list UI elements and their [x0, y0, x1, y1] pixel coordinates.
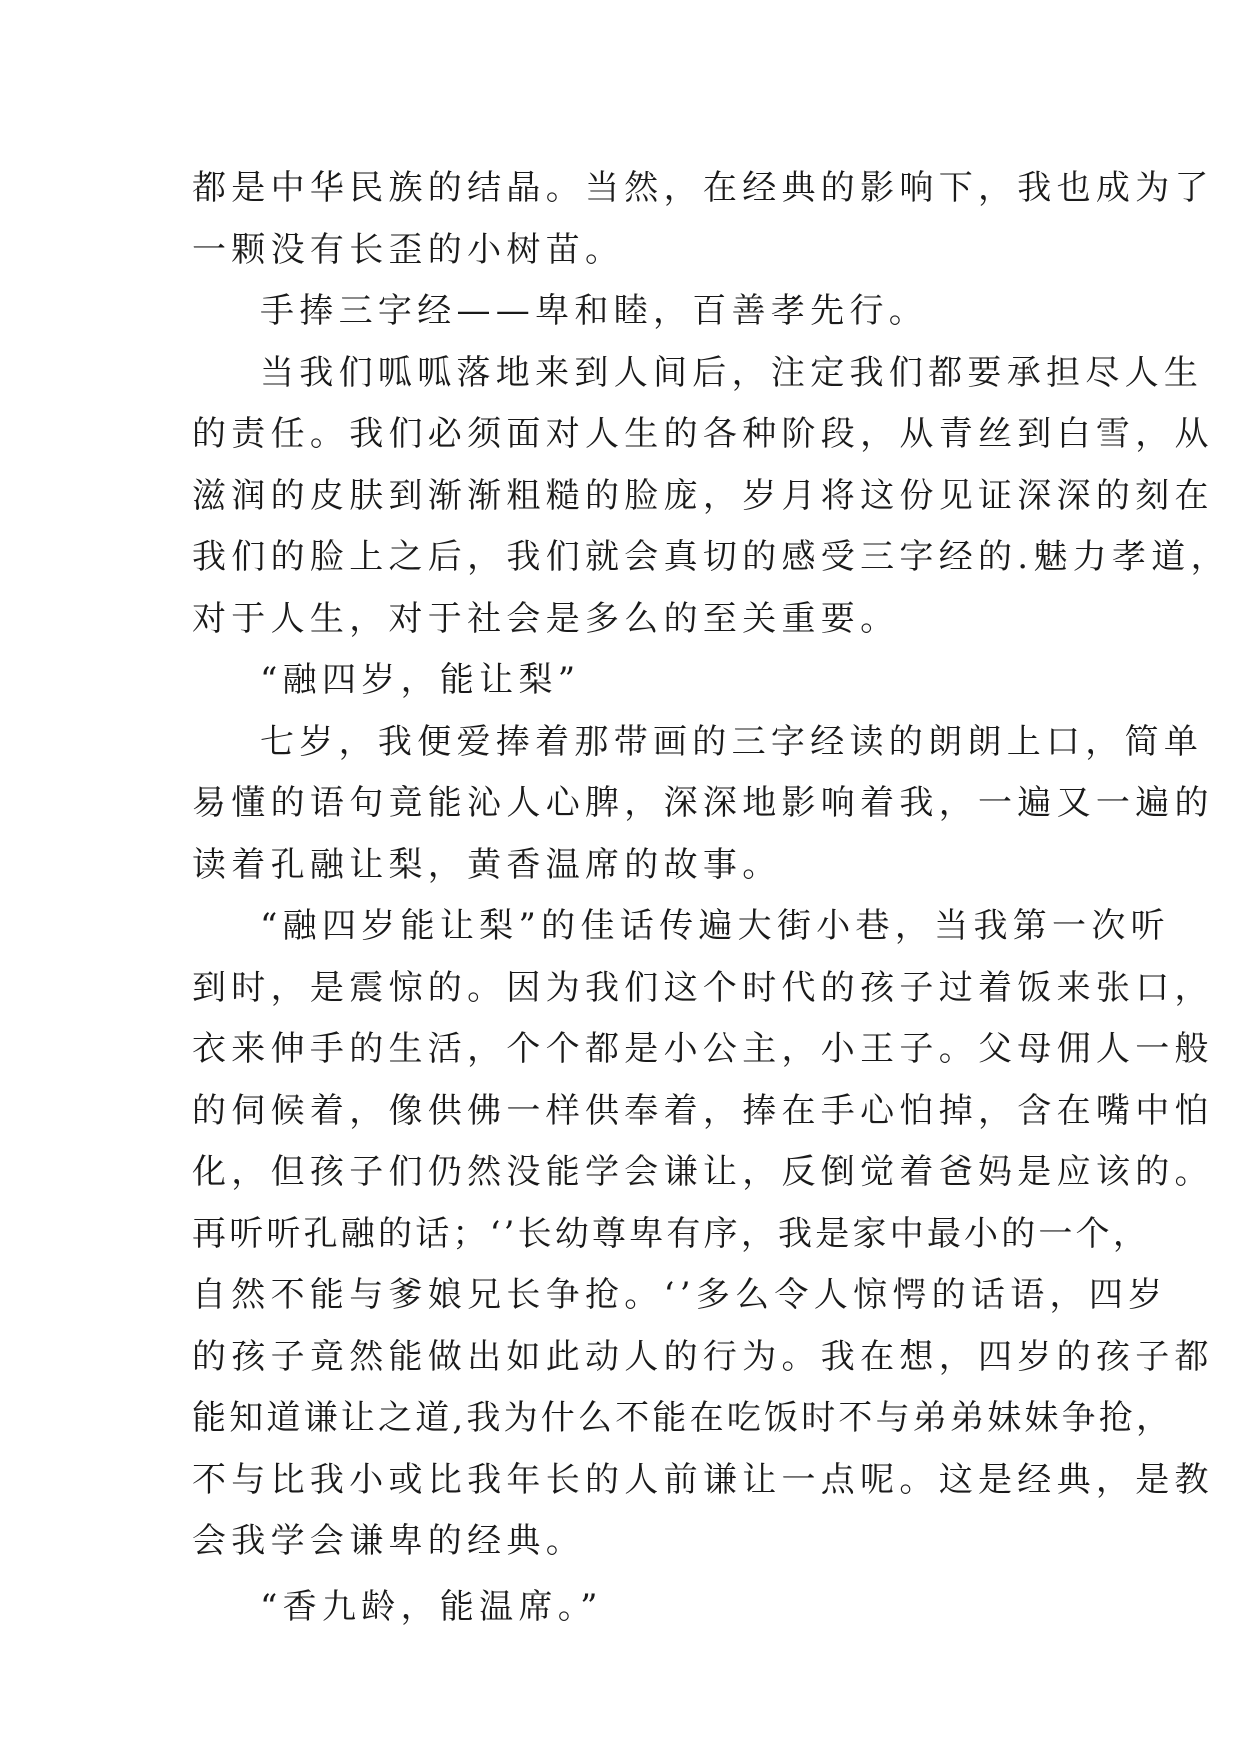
- text-line: 不与比我小或比我年长的人前谦让一点呢。这是经典，是教: [192, 1459, 1214, 1500]
- text-line: 化，但孩子们仍然没能学会谦让，反倒觉着爸妈是应该的。: [192, 1152, 1214, 1192]
- text-line: 易懂的语句竟能沁人心脾，深深地影响着我，一遍又一遍的: [192, 783, 1214, 823]
- text-line: 的责任。我们必须面对人生的各种阶段，从青丝到白雪，从: [192, 414, 1214, 454]
- section-heading: “融四岁，能让梨”: [260, 660, 581, 700]
- text-line: 能知道谦让之道,我为什么不能在吃饭时不与弟弟妹妹争抢，: [192, 1398, 1174, 1438]
- document-body: [192, 158, 1230, 1638]
- text-line: 会我学会谦卑的经典。: [192, 1521, 585, 1561]
- text-line: 自然不能与爹娘兄长争抢。‘’多么令人惊愕的话语，四岁: [192, 1275, 1168, 1315]
- text-line: 的伺候着，像供佛一样供奉着，捧在手心怕掉，含在嘴中怕: [192, 1090, 1214, 1131]
- text-line: 的孩子竟然能做出如此动人的行为。我在想，四岁的孩子都: [192, 1336, 1214, 1377]
- text-line: 衣来伸手的生活，个个都是小公主，小王子。父母佣人一般: [192, 1029, 1214, 1069]
- section-heading: “香九龄，能温席。”: [260, 1586, 603, 1627]
- text-line: 七岁，我便爱捧着那带画的三字经读的朗朗上口，简单: [260, 721, 1204, 762]
- text-line: 当我们呱呱落地来到人间后，注定我们都要承担尽人生: [260, 352, 1204, 393]
- text-line: 读着孔融让梨，黄香温席的故事。: [192, 844, 782, 885]
- text-line: 都是中华民族的结晶。当然，在经典的影响下，我也成为了: [192, 168, 1214, 208]
- section-heading: 手捧三字经——卑和睦，百善孝先行。: [260, 291, 929, 331]
- text-line: 滋润的皮肤到渐渐粗糙的脸庞，岁月将这份见证深深的刻在: [192, 475, 1214, 516]
- text-line: 到时，是震惊的。因为我们这个时代的孩子过着饭来张口，: [192, 967, 1214, 1008]
- text-line: 对于人生，对于社会是多么的至关重要。: [192, 598, 900, 639]
- text-line: 我们的脸上之后，我们就会真切的感受三字经的.魅力孝道，: [192, 537, 1230, 577]
- text-line: “融四岁能让梨”的佳话传遍大街小巷，当我第一次听: [260, 906, 1170, 946]
- text-line: 再听听孔融的话；‘’长幼尊卑有序，我是家中最小的一个，: [192, 1213, 1151, 1254]
- text-line: 一颗没有长歪的小树苗。: [192, 229, 625, 270]
